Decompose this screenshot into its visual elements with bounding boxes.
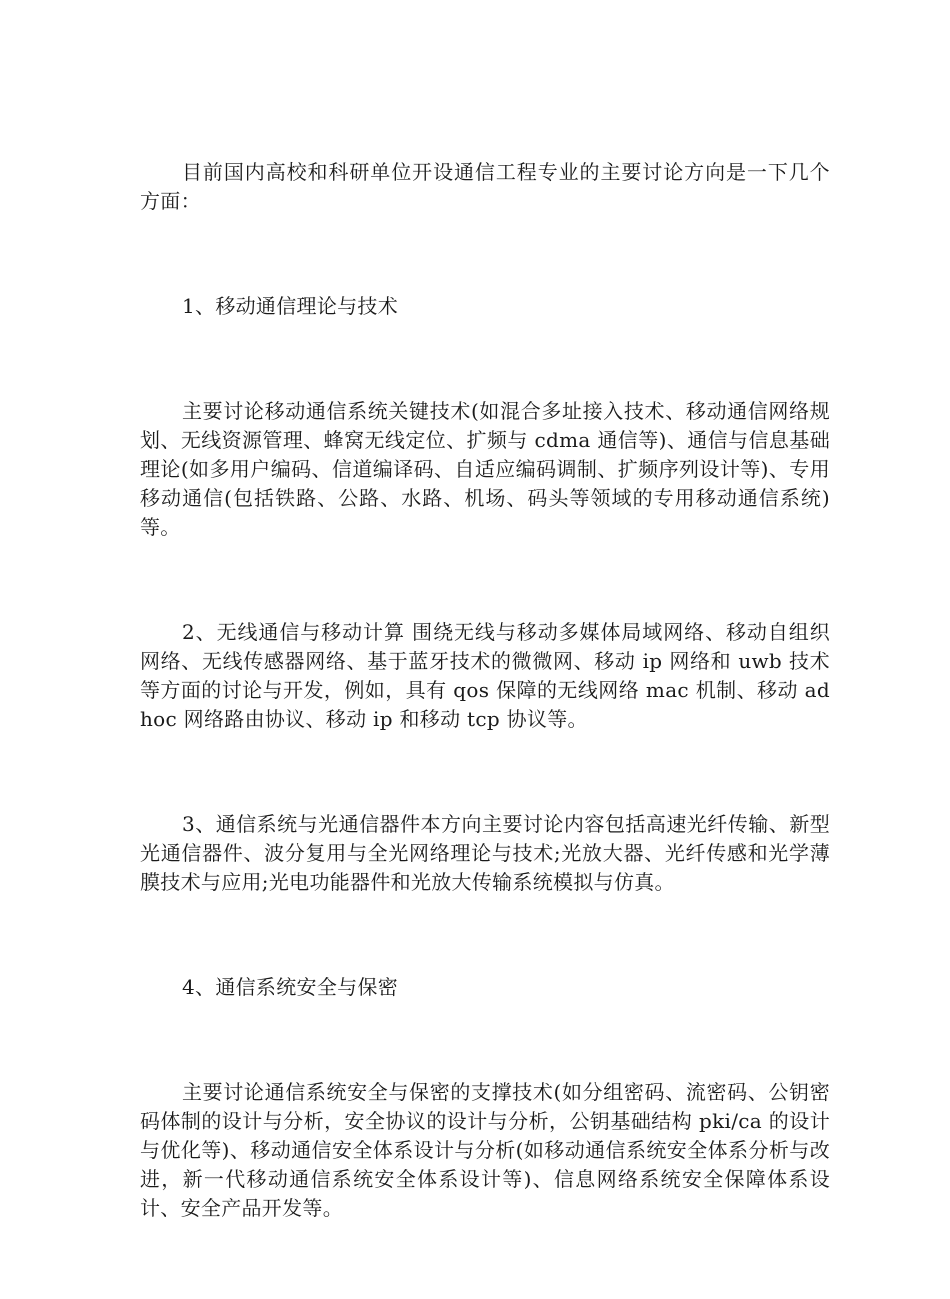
document-body bbox=[140, 158, 830, 1299]
section-4-heading: 4、通信系统安全与保密 bbox=[182, 975, 399, 999]
section-2-paragraph: 2、无线通信与移动计算 围绕无线与移动多媒体局域网络、移动自组织网络、无线传感器网络、基于蓝牙技术的微微网、移动 ip 网络和 uwb 技术等方面的讨论与开发，例如，具有 qos 保障的无线网络 mac 机制、移动 ad hoc 网络路由协议、移动 ip 和移动 tcp 协议等。 bbox=[140, 620, 830, 731]
section-3-paragraph: 3、通信系统与光通信器件本方向主要讨论内容包括高速光纤传输、新型光通信器件、波分复用与全光网络理论与技术;光放大器、光纤传感和光学薄膜技术与应用;光电功能器件和光放大传输系统模拟与仿真。 bbox=[140, 812, 830, 894]
section-1-heading: 1、移动通信理论与技术 bbox=[182, 294, 399, 318]
section-1-paragraph: 主要讨论移动通信系统关键技术(如混合多址接入技术、移动通信网络规划、无线资源管理、蜂窝无线定位、扩频与 cdma 通信等)、通信与信息基础理论(如多用户编码、信道编译码、自适应编码调制、扩频序列设计等)、专用移动通信(包括铁路、公路、水路、机场、码头等领域的专用移动通信系统)等。 bbox=[140, 399, 830, 539]
intro-paragraph: 目前国内高校和科研单位开设通信工程专业的主要讨论方向是一下几个方面： bbox=[140, 160, 830, 213]
section-4-paragraph: 主要讨论通信系统安全与保密的支撑技术(如分组密码、流密码、公钥密码体制的设计与分析，安全协议的设计与分析，公钥基础结构 pki/ca 的设计与优化等)、移动通信安全体系设计与分析(如移动通信系统安全体系分析与改进，新一代移动通信系统安全体系设计等)、信息网络系统安全保障体系设计、安全产品开发等。 bbox=[140, 1080, 830, 1220]
